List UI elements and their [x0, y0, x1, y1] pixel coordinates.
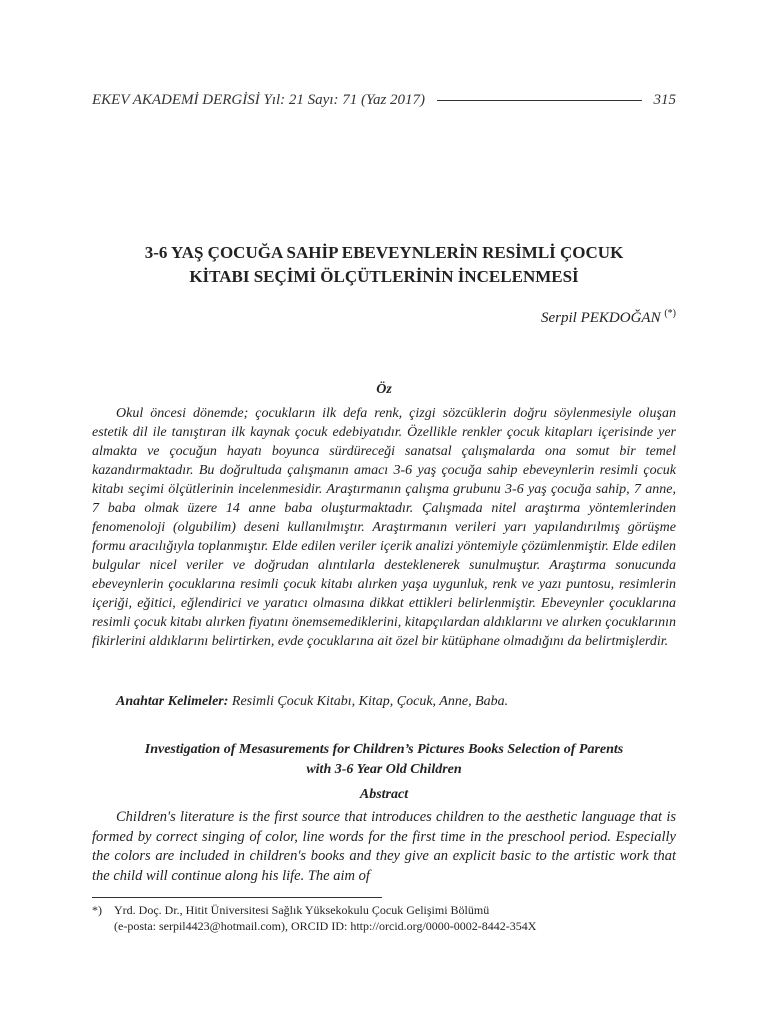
header-rule [437, 100, 641, 101]
page-number: 315 [653, 92, 676, 108]
footnote-affiliation: Yrd. Doç. Dr., Hitit Üniversitesi Sağlık Yüksekokulu Çocuk Gelişimi Bölümü [114, 903, 490, 917]
footnote-contact: (e-posta: serpil4423@hotmail.com), ORCID ID: http://orcid.org/0000-0002-8442-354X [114, 919, 537, 933]
abstract-tr-body: Okul öncesi dönemde; çocukların ilk defa renk, çizgi sözcüklerin doğru söylenmesiyle oluşan estetik dil ile tanıştıran ilk kaynak çocuk edebiyatıdır. Özellikle renkler çocuk kitapları içerisinde yer almakta ve çocuğun hayatı boyunca sürdüreceği sanatsal çalışmalarda ona somut bir temel kazandırmaktadır. Bu doğrultuda çalışmanın amacı 3-6 yaş çocuğa sahip ebeveynlerin resimli çocuk kitabı seçimi ölçütlerinin incelenmesidir. Araştırmanın çalışma grubunu 3-6 yaş çocuğa sahip, 7 anne, 7 baba olmak üzere 14 anne baba oluşturmaktadır. Çalışmada nitel araştırma yöntemlerinden fenomenoloji (olgubilim) deseni kullanılmıştır. Araştırmanın verileri yarı yapılandırılmış görüşme formu aracılığıyla toplanmıştır. Elde edilen veriler içerik analizi yöntemiyle çözümlenmiştir. Elde edilen bulgular nicel veriler ve doğrudan alıntılarla desteklenerek sunulmuştur. Araştırma sonucunda ebeveynlerin çocuklarına resimli çocuk kitabı alırken yaşa uygunluk, renk ve yazı puntosu, resimlerin içeriği, eğitici, eğlendirici ve yaratıcı olmasına dikkat ettikleri belirlenmiştir. Ebeveynler çocuklarına resimli çocuk kitabı alırken fiyatını önemsemediklerini, kitapçılardan aldıklarını ve alırken çocuklarının fikirlerini aldıklarını belirtirken, evde çocuklarına ait özel bir kütüphane olmadığını da belirtmişlerdir. [92, 406, 676, 649]
abstract-tr-heading: Öz [376, 382, 392, 397]
footnote [92, 902, 676, 934]
article-title [92, 241, 676, 289]
english-title [92, 740, 676, 780]
journal-name: EKEV AKADEMİ DERGİSİ Yıl: 21 Sayı: 71 (Yaz 2017) [92, 92, 426, 108]
footnote-marker: *) [92, 903, 102, 917]
abstract-en-body: Children's literature is the first source that introduces children to the aesthetic language that is formed by correct singing of color, line words for the first time in the preschool period. Especially the colors are included in children's books and they give an explicit basic to the artistic work that the child will continue along his life. The aim of [92, 809, 676, 884]
abstract-en-heading: Abstract [359, 787, 409, 802]
english-title-line-1: Investigation of Mesasurements for Children’s Pictures Books Selection of Parents [144, 742, 624, 757]
running-header [92, 92, 676, 109]
footnote-rule [92, 897, 382, 898]
author [541, 308, 676, 327]
author-footnote-marker: (*) [664, 308, 676, 319]
keywords-list: Resimli Çocuk Kitabı, Kitap, Çocuk, Anne, Baba. [228, 694, 509, 709]
keywords-label: Anahtar Kelimeler: [116, 694, 229, 709]
title-line-1: 3-6 YAŞ ÇOCUĞA SAHİP EBEVEYNLERİN RESİMLİ ÇOCUK [144, 243, 624, 262]
author-name: Serpil PEKDOĞAN [541, 310, 661, 326]
english-title-line-2: with 3-6 Year Old Children [306, 762, 462, 777]
title-line-2: KİTABI SEÇİMİ ÖLÇÜTLERİNİN İNCELENMESİ [189, 267, 579, 286]
keywords [92, 692, 676, 711]
